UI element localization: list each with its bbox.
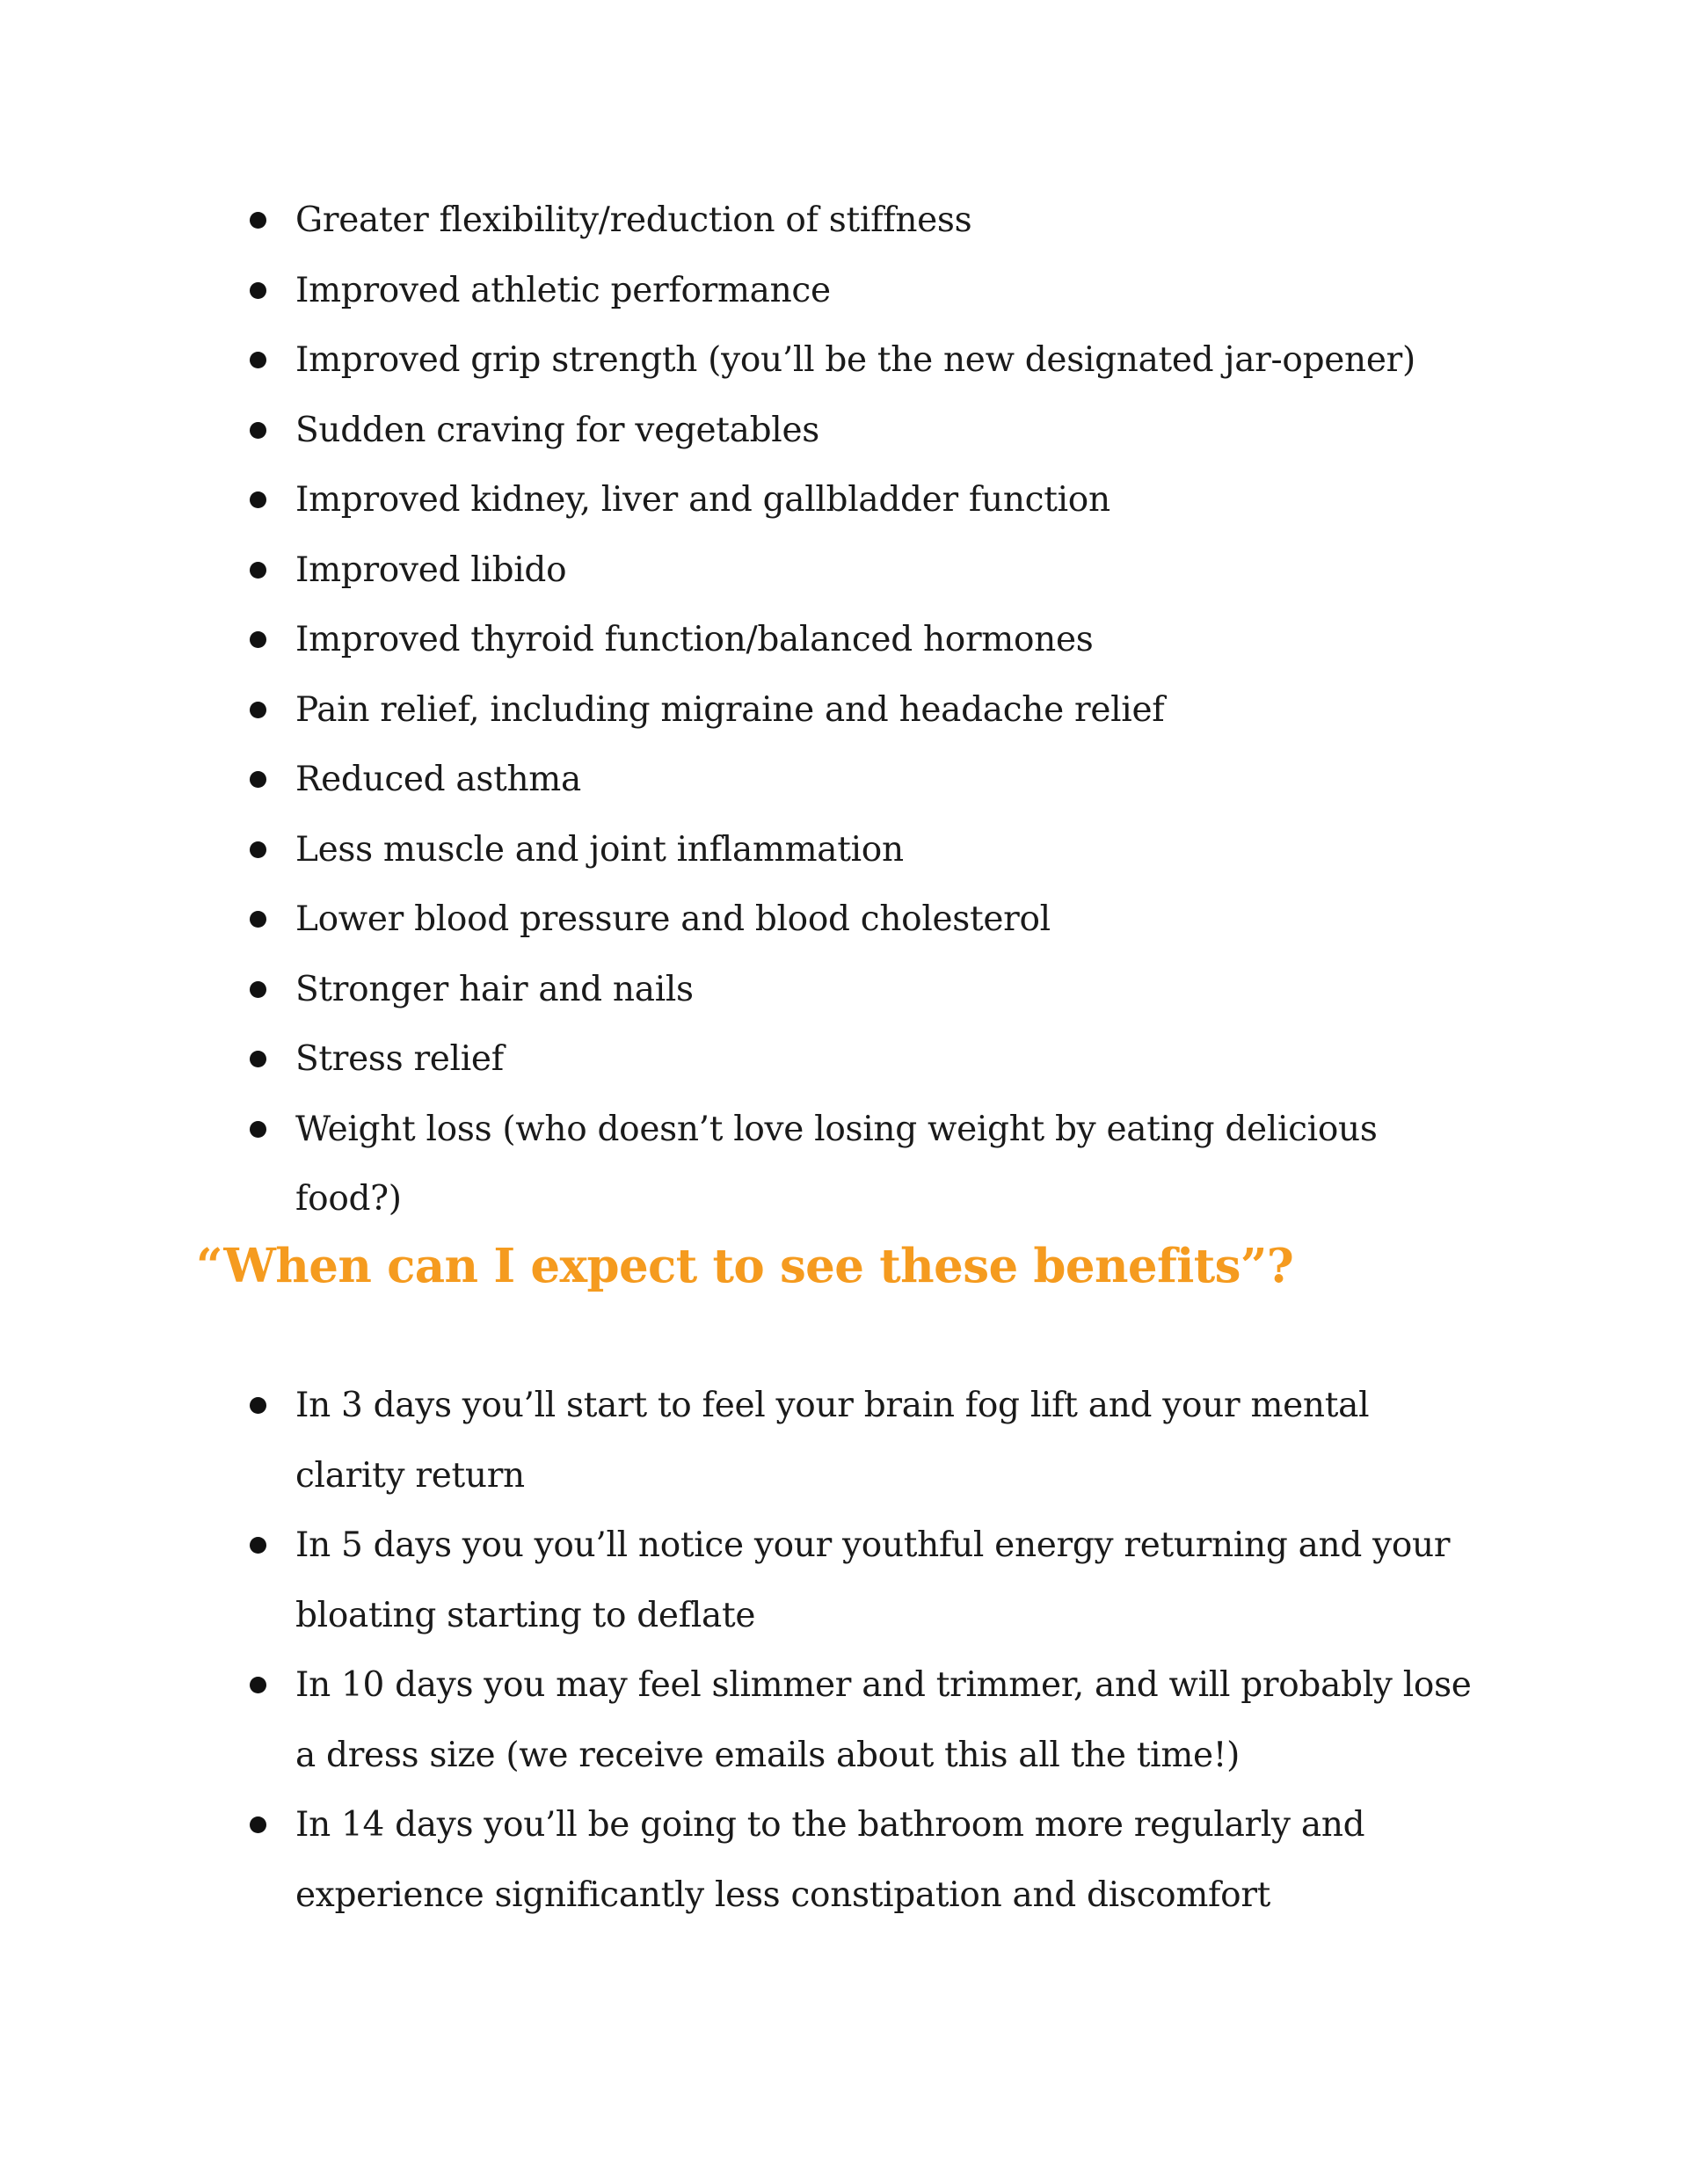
list-item-text: In 10 days you may feel slimmer and trimmer, and will probably lose a dress size (we receive emails about this all the time!) bbox=[295, 1665, 1472, 1775]
list-item bbox=[244, 675, 1475, 746]
list-item-text: Weight loss (who doesn’t love losing weight by eating delicious food?) bbox=[295, 1109, 1378, 1219]
list-item bbox=[244, 535, 1475, 606]
benefits-list bbox=[244, 186, 1475, 1234]
list-item bbox=[244, 815, 1475, 885]
list-item-text: Stronger hair and nails bbox=[295, 969, 694, 1009]
bullet-icon bbox=[250, 1121, 266, 1138]
bullet-icon bbox=[250, 1816, 266, 1833]
list-item bbox=[244, 186, 1475, 256]
list-item-text: Improved grip strength (you’ll be the new designated jar-opener) bbox=[295, 340, 1415, 380]
bullet-icon bbox=[250, 631, 266, 648]
list-item-text: Reduced asthma bbox=[295, 760, 581, 799]
list-item bbox=[244, 1650, 1475, 1790]
list-item bbox=[244, 1024, 1475, 1095]
bullet-icon bbox=[250, 491, 266, 508]
bullet-icon bbox=[250, 702, 266, 718]
bullet-icon bbox=[250, 562, 266, 579]
list-item bbox=[244, 1511, 1475, 1650]
list-item bbox=[244, 396, 1475, 466]
bullet-icon bbox=[250, 1051, 266, 1067]
list-item bbox=[244, 745, 1475, 815]
list-item-text: In 3 days you’ll start to feel your brain fog lift and your mental clarity return bbox=[295, 1386, 1370, 1496]
list-item-text: In 14 days you’ll be going to the bathroom more regularly and experience significantly less constipation and discomfort bbox=[295, 1805, 1365, 1915]
list-item-text: Improved kidney, liver and gallbladder function bbox=[295, 480, 1110, 520]
list-item-text: Improved thyroid function/balanced hormones bbox=[295, 620, 1094, 659]
bullet-icon bbox=[250, 282, 266, 299]
list-item bbox=[244, 1371, 1475, 1511]
list-item bbox=[244, 885, 1475, 955]
list-item-text: Improved libido bbox=[295, 550, 567, 590]
list-item-text: Improved athletic performance bbox=[295, 270, 831, 310]
list-item-text: Stress relief bbox=[295, 1039, 504, 1079]
list-item bbox=[244, 465, 1475, 535]
list-item bbox=[244, 955, 1475, 1025]
bullet-icon bbox=[250, 911, 266, 928]
list-item bbox=[244, 1095, 1475, 1234]
list-item-text: Less muscle and joint inflammation bbox=[295, 829, 904, 870]
bullet-icon bbox=[250, 771, 266, 788]
bullet-icon bbox=[250, 841, 266, 858]
list-item bbox=[244, 605, 1475, 675]
list-item-text: Greater flexibility/reduction of stiffness bbox=[295, 200, 972, 240]
section-heading: “When can I expect to see these benefits”? bbox=[196, 1239, 1294, 1293]
list-item bbox=[244, 256, 1475, 326]
list-item-text: Lower blood pressure and blood cholesterol bbox=[295, 899, 1051, 939]
timeline-list bbox=[244, 1371, 1475, 1930]
bullet-icon bbox=[250, 422, 266, 439]
list-item-text: Sudden craving for vegetables bbox=[295, 410, 819, 450]
bullet-icon bbox=[250, 1537, 266, 1554]
bullet-icon bbox=[250, 212, 266, 229]
list-item-text: In 5 days you you’ll notice your youthful energy returning and your bloating starting to deflate bbox=[295, 1525, 1451, 1635]
bullet-icon bbox=[250, 352, 266, 368]
bullet-icon bbox=[250, 981, 266, 998]
bullet-icon bbox=[250, 1677, 266, 1693]
list-item-text: Pain relief, including migraine and headache relief bbox=[295, 689, 1165, 730]
list-item bbox=[244, 325, 1475, 396]
list-item bbox=[244, 1790, 1475, 1930]
bullet-icon bbox=[250, 1397, 266, 1414]
